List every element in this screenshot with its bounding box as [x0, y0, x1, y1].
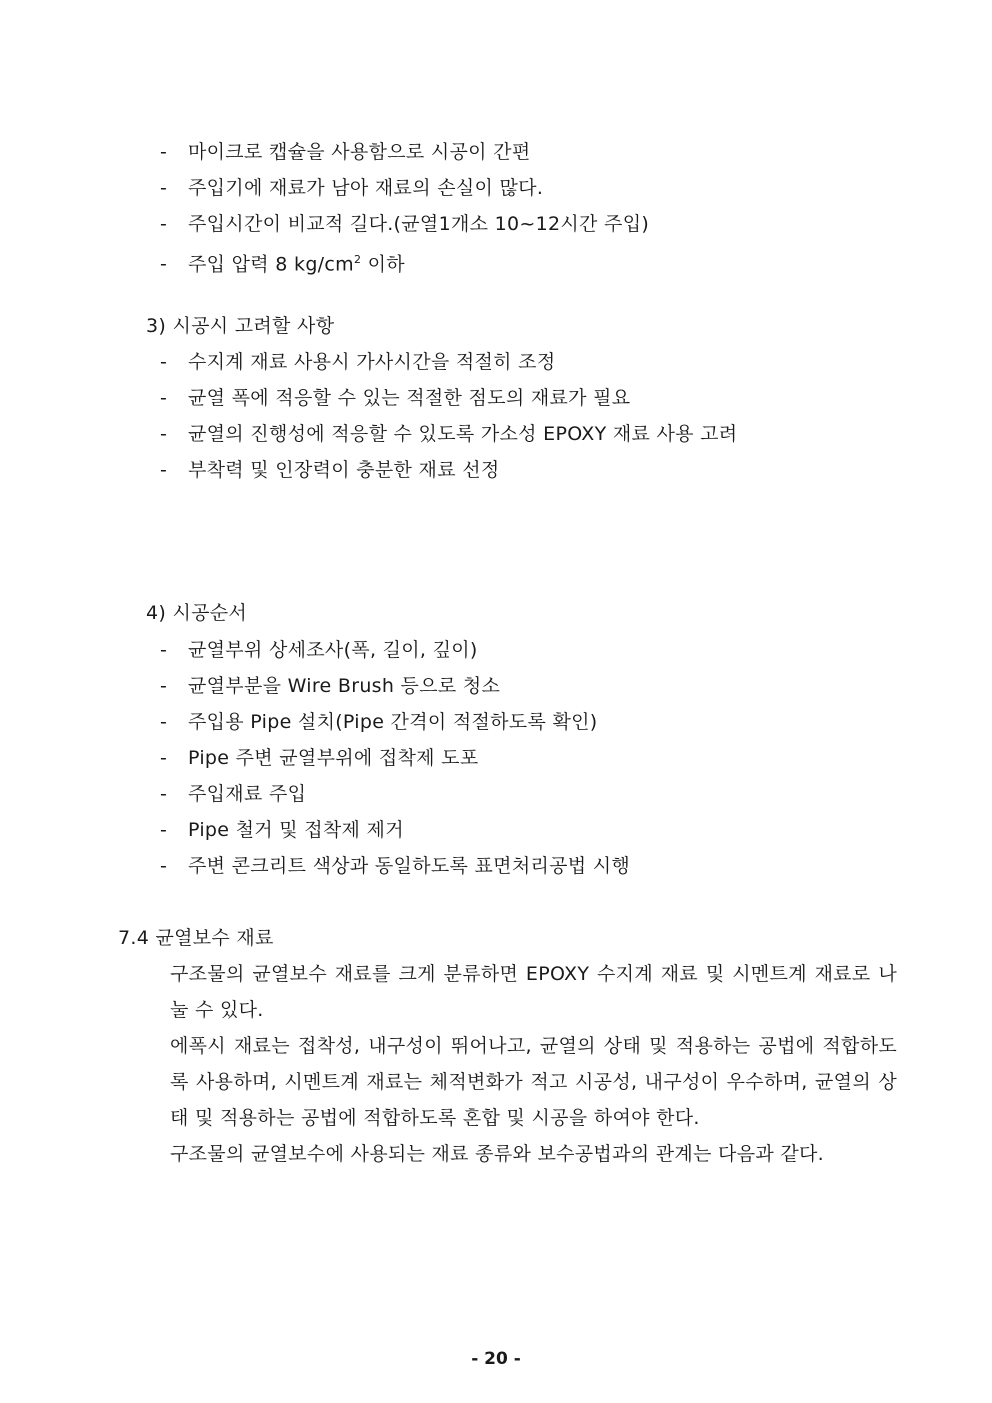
bullet-text: 주입용 Pipe 설치(Pipe 간격이 적절하도록 확인): [188, 711, 598, 733]
bullet-item: [160, 746, 478, 770]
bullet-text: 균열의 진행성에 적응할 수 있도록 가소성 EPOXY 재료 사용 고려: [188, 423, 738, 445]
bullet-item: [160, 854, 630, 878]
bullet-text: 마이크로 캡슐을 사용함으로 시공이 간편: [188, 141, 531, 163]
section-7-4-heading: 7.4 균열보수 재료: [118, 927, 274, 949]
pressure-tail: 이하: [361, 253, 405, 276]
bullet-item: [160, 458, 500, 482]
bullet-text: 주입기에 재료가 남아 재료의 손실이 많다.: [188, 177, 544, 199]
paragraph: 구조물의 균열보수 재료를 크게 분류하면 EPOXY 수지계 재료 및 시멘트계 재료로 나눌 수 있다.: [170, 963, 897, 1021]
bullet-item: [160, 176, 543, 200]
pressure-superscript: 2: [353, 253, 362, 266]
bullet-dash: -: [160, 747, 168, 769]
section-4-heading: 4) 시공순서: [146, 602, 248, 624]
bullet-item: [160, 140, 530, 164]
bullet-dash: -: [160, 459, 168, 481]
bullet-text: 균열부위 상세조사(폭, 길이, 깊이): [188, 639, 478, 661]
bullet-text: 균열부분을 Wire Brush 등으로 청소: [188, 675, 501, 697]
bullet-dash: -: [160, 213, 168, 235]
bullet-dash: -: [160, 253, 168, 276]
bullet-text: 주변 콘크리트 색상과 동일하도록 표면처리공법 시행: [188, 855, 631, 877]
bullet-dash: -: [160, 783, 168, 805]
bullet-item: [160, 350, 555, 374]
bullet-item: [160, 248, 405, 276]
bullet-item: [160, 638, 478, 662]
bullet-text: 주입재료 주입: [188, 783, 307, 805]
paragraph: 에폭시 재료는 접착성, 내구성이 뛰어나고, 균열의 상태 및 적용하는 공법에 적합하도록 사용하며, 시멘트계 재료는 체적변화가 적고 시공성, 내구성이 우수하며, 균열의 상태 및 적용하는 공법에 적합하도록 혼합 및 시공을 하여야 한다.: [170, 1035, 897, 1129]
pressure-text: 주입 압력 8 kg/cm: [188, 253, 354, 276]
bullet-text: Pipe 주변 균열부위에 접착제 도포: [188, 747, 479, 769]
bullet-dash: -: [160, 639, 168, 661]
page-number: - 20 -: [471, 1349, 521, 1369]
bullet-dash: -: [160, 855, 168, 877]
bullet-item: [160, 782, 306, 806]
bullet-dash: -: [160, 675, 168, 697]
bullet-dash: -: [160, 819, 168, 841]
bullet-text: 주입시간이 비교적 길다.(균열1개소 10~12시간 주입): [188, 213, 650, 235]
section-3-heading: 3) 시공시 고려할 사항: [146, 315, 335, 337]
bullet-dash: -: [160, 351, 168, 373]
bullet-text: 부착력 및 인장력이 충분한 재료 선정: [188, 459, 500, 481]
bullet-item: [160, 212, 649, 236]
bullet-dash: -: [160, 177, 168, 199]
bullet-dash: -: [160, 423, 168, 445]
bullet-item: [160, 818, 404, 842]
bullet-text: 균열 폭에 적응할 수 있는 적절한 점도의 재료가 필요: [188, 387, 631, 409]
bullet-dash: -: [160, 711, 168, 733]
bullet-dash: -: [160, 387, 168, 409]
bullet-item: [160, 386, 630, 410]
bullet-dash: -: [160, 141, 168, 163]
bullet-text: 수지계 재료 사용시 가사시간을 적절히 조정: [188, 351, 556, 373]
bullet-item: [160, 674, 500, 698]
bullet-item: [160, 710, 597, 734]
bullet-item: [160, 422, 737, 446]
paragraph: 구조물의 균열보수에 사용되는 재료 종류와 보수공법과의 관계는 다음과 같다.: [170, 1143, 824, 1165]
bullet-text: Pipe 철거 및 접착제 제거: [188, 819, 404, 841]
